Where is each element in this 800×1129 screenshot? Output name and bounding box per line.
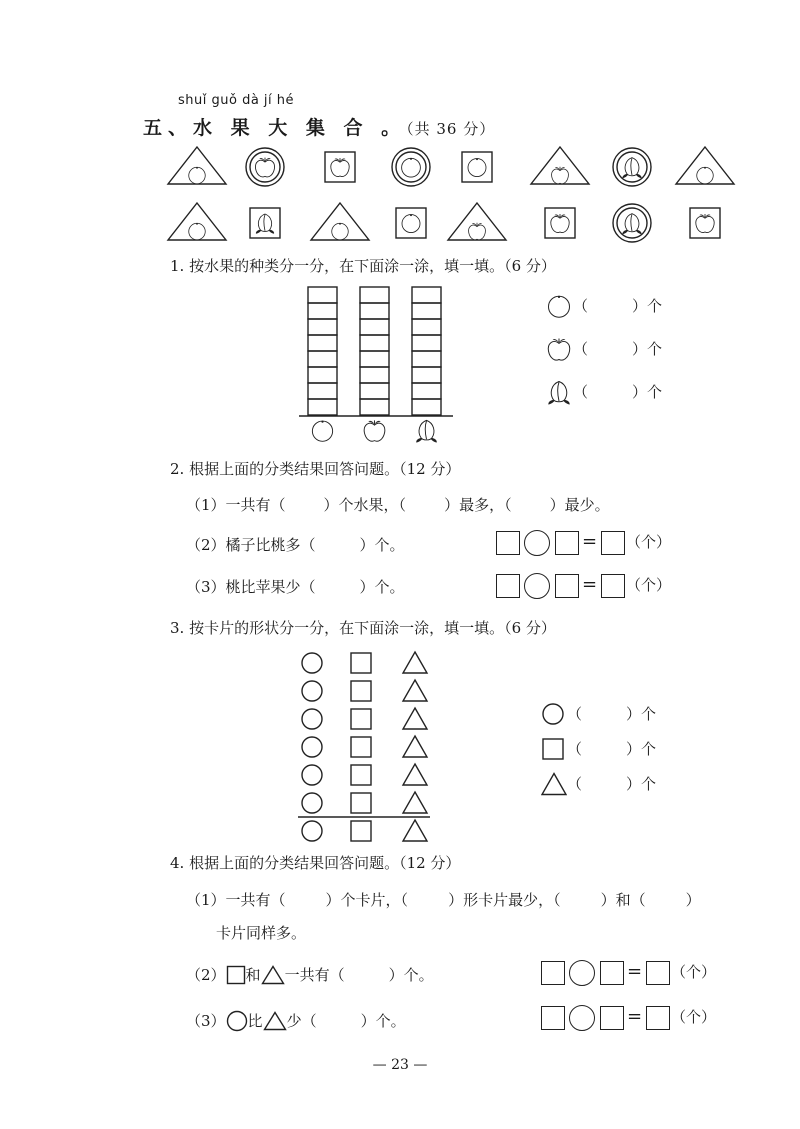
eq-equals: = [582, 574, 598, 595]
answer-open: （ [567, 739, 583, 758]
q3-circle-cell[interactable] [302, 709, 322, 729]
q1-cell-orange[interactable] [308, 351, 337, 367]
q1-fruit-chart [295, 285, 465, 450]
answer-open: （ [567, 774, 583, 793]
eq-box[interactable] [541, 961, 565, 985]
eq-unit: （个） [671, 1008, 717, 1026]
fruit-card[interactable] [613, 204, 651, 242]
q2-p2-b: ）个。 [359, 536, 405, 554]
q3-triangle-cell[interactable] [403, 652, 427, 673]
answer-close: ）个 [626, 774, 657, 793]
apple-icon [545, 335, 573, 363]
q4-part1 [186, 893, 701, 908]
fruit-card[interactable] [392, 148, 430, 186]
q3-circle-cell[interactable] [302, 653, 322, 673]
q3-square-cell[interactable] [351, 737, 371, 757]
fruit-card[interactable] [448, 203, 506, 240]
eq-unit: （个） [626, 533, 672, 551]
q1-instruction: 1. 按水果的种类分一分，在下面涂一涂，填一填。（6 分） [170, 257, 556, 275]
peach-icon [548, 382, 569, 405]
answer-open: （ [567, 704, 583, 723]
q1-cell-apple[interactable] [360, 319, 389, 335]
q3-shape-chart [295, 648, 435, 848]
peach-icon [256, 214, 274, 234]
section-title-text: 五、水 果 大 集 合 。 [143, 117, 407, 139]
q3-circle-cell[interactable] [302, 765, 322, 785]
answer-close: ）个 [626, 739, 657, 758]
fruit-card[interactable] [613, 148, 651, 186]
fruit-card[interactable] [396, 208, 426, 238]
answer-close: ）个 [632, 339, 663, 358]
q1-cell-peach[interactable] [412, 335, 441, 351]
q3-circle-cell[interactable] [302, 821, 322, 841]
q1-cell-orange[interactable] [308, 319, 337, 335]
apple-icon [548, 339, 569, 361]
orange-icon [189, 167, 206, 184]
q3-triangle-cell[interactable] [403, 680, 427, 701]
orange-icon [549, 296, 570, 317]
eq-operator-circle[interactable] [524, 573, 550, 599]
orange-icon [332, 223, 349, 240]
eq-equals: = [582, 531, 598, 552]
eq-box[interactable] [496, 574, 520, 598]
eq-equals: = [627, 1006, 643, 1027]
q2-part2 [186, 538, 405, 553]
q1-cell-apple[interactable] [360, 335, 389, 351]
eq-box[interactable] [601, 531, 625, 555]
q4-part3 [186, 1010, 406, 1032]
fruit-card[interactable] [531, 147, 589, 184]
apple-icon [552, 167, 569, 184]
q3-triangle-cell[interactable] [403, 792, 427, 813]
eq-box[interactable] [555, 531, 579, 555]
answer-open: （ [573, 339, 589, 358]
q3-answer-circle [541, 702, 656, 726]
answer-close: ）个 [632, 382, 663, 401]
q4-p3-c: 少（ [286, 1011, 317, 1030]
q1-cell-peach[interactable] [412, 367, 441, 383]
eq-box[interactable] [601, 574, 625, 598]
q2-p1-b: ）个水果，（ [323, 496, 407, 514]
orange-icon [468, 158, 486, 176]
q3-triangle-cell[interactable] [403, 820, 427, 841]
q4-p2-b: 和 [245, 965, 261, 984]
q4-p1-c: ）形卡片最少，（ [448, 891, 561, 909]
q4-p1-d: ）和（ [600, 891, 646, 909]
q4-p2-d: ）个。 [388, 965, 434, 984]
fruit-card[interactable] [246, 148, 284, 186]
peach-icon [416, 420, 437, 442]
q3-circle-cell[interactable] [302, 681, 322, 701]
orange-icon [402, 158, 421, 177]
q4-p3-a: （3） [186, 1011, 226, 1030]
orange-icon [402, 214, 420, 232]
fruit-card[interactable] [690, 208, 720, 238]
q1-cell-orange[interactable] [308, 287, 337, 303]
q2-p1-a: （1）一共有（ [186, 496, 286, 514]
eq-unit: （个） [671, 963, 717, 981]
q1-cell-apple[interactable] [360, 383, 389, 399]
q1-cell-apple[interactable] [360, 399, 389, 415]
eq-box[interactable] [600, 1006, 624, 1030]
apple-icon [255, 158, 274, 177]
q4-p1-b: ）个卡片，（ [325, 891, 409, 909]
q3-circle-cell[interactable] [302, 793, 322, 813]
apple-icon [469, 223, 486, 240]
circle-icon [226, 1010, 248, 1032]
q3-answer-triangle [541, 772, 656, 796]
q1-cell-peach[interactable] [412, 303, 441, 319]
q2-part1 [186, 498, 610, 513]
orange-icon [312, 421, 332, 442]
q2-instruction: 2. 根据上面的分类结果回答问题。（12 分） [170, 460, 461, 478]
q2-p1-d: ）最少。 [549, 496, 610, 514]
q1-cell-peach[interactable] [412, 319, 441, 335]
q1-cell-orange[interactable] [308, 367, 337, 383]
eq-equals: = [627, 961, 643, 982]
q1-cell-apple[interactable] [360, 351, 389, 367]
fruit-card[interactable] [676, 147, 734, 184]
circle-icon [541, 702, 567, 726]
q1-cell-orange[interactable] [308, 303, 337, 319]
triangle-icon [263, 1011, 287, 1031]
q3-square-cell[interactable] [351, 681, 371, 701]
section-title [143, 113, 495, 140]
section-pinyin: shuǐ guǒ dà jí hé [178, 93, 295, 108]
peach-icon [545, 378, 573, 406]
fruit-card[interactable] [462, 152, 492, 182]
q3-square-cell[interactable] [351, 653, 371, 673]
eq-box[interactable] [541, 1006, 565, 1030]
answer-close: ）个 [632, 296, 663, 315]
q1-cell-apple[interactable] [360, 287, 389, 303]
triangle-icon [541, 772, 567, 796]
q2-part3 [186, 580, 405, 595]
q2-p3-b: ）个。 [359, 578, 405, 596]
square-icon [226, 965, 246, 985]
q4-instruction: 4. 根据上面的分类结果回答问题。（12 分） [170, 854, 461, 872]
q3-square-cell[interactable] [351, 765, 371, 785]
fruit-card[interactable] [250, 208, 280, 238]
q1-cell-peach[interactable] [412, 383, 441, 399]
q2-p1-c: ）最多，（ [444, 496, 512, 514]
eq-box[interactable] [555, 574, 579, 598]
fruit-card[interactable] [311, 203, 369, 240]
q4-part1-cont: 卡片同样多。 [216, 924, 307, 942]
q3-square-cell[interactable] [351, 793, 371, 813]
q3-instruction: 3. 按卡片的形状分一分，在下面涂一涂，填一填。（6 分） [170, 619, 556, 637]
section-score: （共 36 分） [406, 120, 496, 138]
peach-icon [623, 214, 642, 235]
q1-cell-peach[interactable] [412, 399, 441, 415]
q3-answer-square [541, 737, 656, 761]
eq-operator-circle[interactable] [569, 1005, 595, 1031]
q2-p2-a: （2）橘子比桃多（ [186, 536, 316, 554]
answer-close: ）个 [626, 704, 657, 723]
q3-circle-cell[interactable] [302, 737, 322, 757]
q4-p1-e: ） [685, 891, 701, 909]
square-icon [541, 737, 567, 761]
q2-p3-a: （3）桃比苹果少（ [186, 578, 316, 596]
q1-answer-orange [545, 292, 662, 320]
q3-square-cell[interactable] [351, 709, 371, 729]
q1-answer-peach [545, 378, 662, 406]
q3-triangle-cell[interactable] [403, 736, 427, 757]
triangle-icon [261, 965, 285, 985]
eq-operator-circle[interactable] [569, 960, 595, 986]
q1-cell-peach[interactable] [412, 351, 441, 367]
fruit-card[interactable] [168, 147, 226, 184]
eq-box[interactable] [496, 531, 520, 555]
fruit-card[interactable] [325, 152, 355, 182]
q4-p3-d: ）个。 [360, 1011, 406, 1030]
eq-box[interactable] [600, 961, 624, 985]
q4-p1-a: （1）一共有（ [186, 891, 286, 909]
answer-open: （ [573, 296, 589, 315]
apple-icon [364, 420, 385, 441]
q3-square-cell[interactable] [351, 821, 371, 841]
q1-cell-peach[interactable] [412, 287, 441, 303]
orange-icon [189, 223, 206, 240]
page-number: — 23 — [372, 1057, 428, 1073]
fruit-card-grid [0, 140, 800, 250]
q3-triangle-cell[interactable] [403, 764, 427, 785]
q1-cell-apple[interactable] [360, 303, 389, 319]
answer-open: （ [573, 382, 589, 401]
orange-icon [545, 292, 573, 320]
q4-part2 [186, 965, 434, 985]
eq-unit: （个） [626, 576, 672, 594]
q1-cell-orange[interactable] [308, 399, 337, 415]
q4-p2-a: （2） [186, 965, 226, 984]
apple-icon [551, 214, 569, 233]
q1-cell-orange[interactable] [308, 335, 337, 351]
eq-operator-circle[interactable] [524, 530, 550, 556]
eq-box[interactable] [646, 1006, 670, 1030]
orange-icon [697, 167, 714, 184]
fruit-card[interactable] [168, 203, 226, 240]
apple-icon [331, 158, 349, 177]
eq-box[interactable] [646, 961, 670, 985]
fruit-card[interactable] [545, 208, 575, 238]
peach-icon [623, 158, 642, 179]
q4-p3-b: 比 [247, 1011, 263, 1030]
q4-p2-c: 一共有（ [284, 965, 345, 984]
q1-cell-orange[interactable] [308, 383, 337, 399]
apple-icon [696, 214, 714, 233]
q3-triangle-cell[interactable] [403, 708, 427, 729]
q1-answer-apple [545, 335, 662, 363]
q1-cell-apple[interactable] [360, 367, 389, 383]
